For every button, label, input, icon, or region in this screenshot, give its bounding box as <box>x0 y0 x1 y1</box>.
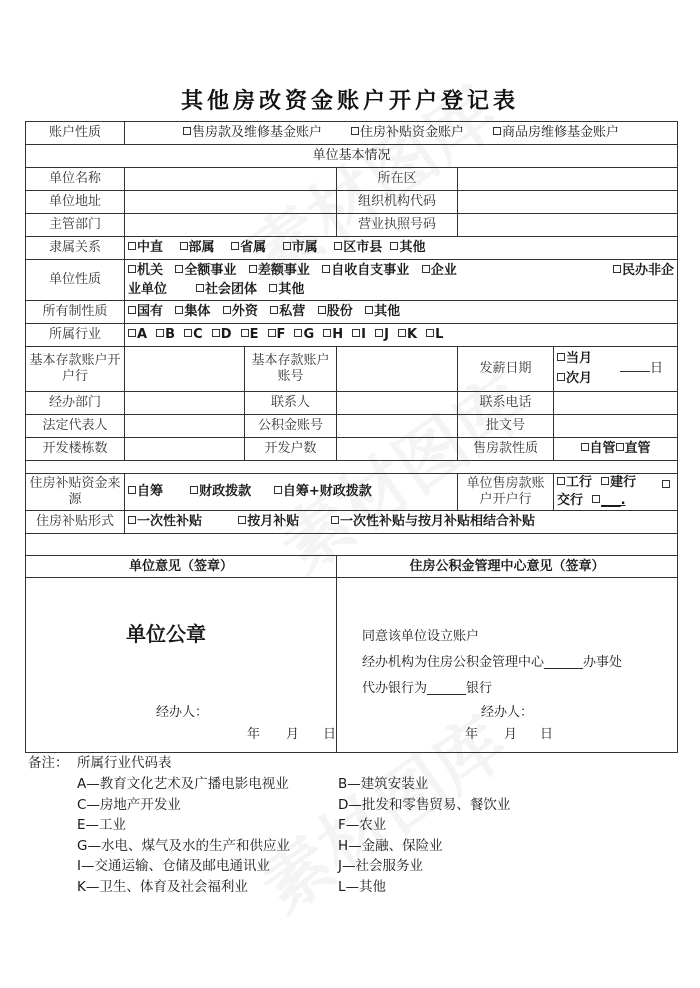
checkbox-option[interactable]: D <box>212 327 232 342</box>
checkbox-icon[interactable] <box>128 486 136 494</box>
blank-row <box>26 461 678 474</box>
checkbox-icon[interactable] <box>180 242 188 250</box>
affiliation-options <box>125 237 678 260</box>
contact-person-field[interactable] <box>337 392 458 415</box>
checkbox-icon[interactable] <box>422 265 430 273</box>
checkbox-option[interactable]: H <box>323 327 343 342</box>
checkbox-icon[interactable] <box>128 329 136 337</box>
subsidy-form-label: 住房补贴形式 <box>26 511 125 534</box>
subsidy-form-options <box>125 511 678 534</box>
checkbox-option[interactable]: K <box>398 327 417 342</box>
checkbox-option[interactable]: 部属 <box>180 240 215 255</box>
checkbox-icon[interactable] <box>365 306 373 314</box>
checkbox-option[interactable]: 私营 <box>270 304 305 319</box>
checkbox-option[interactable]: 外资 <box>223 304 258 319</box>
checkbox-icon[interactable] <box>231 242 239 250</box>
handling-dept-field[interactable] <box>125 392 245 415</box>
checkbox-option[interactable]: 其他 <box>365 304 400 319</box>
checkbox-icon[interactable] <box>175 306 183 314</box>
center-date-day: 日 <box>540 727 554 742</box>
unit-name-field[interactable] <box>125 168 337 191</box>
center-office-text: 经办机构为住房公积金管理中心______办事处 <box>362 655 623 670</box>
legal-rep-field[interactable] <box>125 415 245 438</box>
unit-seal-label: 单位公章 <box>126 622 206 646</box>
checkbox-option[interactable]: F <box>268 327 286 342</box>
checkbox-option[interactable]: 住房补贴资金账户 <box>351 125 464 140</box>
checkbox-icon[interactable] <box>557 477 565 485</box>
checkbox-icon[interactable] <box>128 265 136 273</box>
opinion-header-row <box>26 556 678 578</box>
checkbox-icon[interactable] <box>662 480 670 488</box>
checkbox-option[interactable]: 民办非企 <box>613 261 674 280</box>
checkbox-icon[interactable] <box>390 242 398 250</box>
checkbox-option[interactable]: 国有 <box>128 304 163 319</box>
checkbox-option[interactable]: 按月补贴 <box>238 514 299 529</box>
checkbox-icon[interactable] <box>274 486 282 494</box>
bank-other-option[interactable]: ___. <box>592 493 625 508</box>
registration-form-table <box>25 121 678 753</box>
industry-options <box>125 324 678 347</box>
code-row: E—工业 F—农业 <box>77 817 387 834</box>
checkbox-option[interactable]: 社会团体 <box>196 282 257 297</box>
checkbox-option[interactable]: 其他 <box>390 240 425 255</box>
org-code-label: 组织机构代码 <box>337 191 458 214</box>
checkbox-icon[interactable] <box>557 373 565 381</box>
unit-date-month: 月 <box>286 727 300 742</box>
household-count-label: 开发户数 <box>245 438 337 461</box>
checkbox-option[interactable]: 商品房维修基金账户 <box>493 125 619 140</box>
unit-signature-area[interactable] <box>26 578 337 753</box>
checkbox-option[interactable]: L <box>426 327 443 342</box>
checkbox-icon[interactable] <box>616 443 624 451</box>
supervisor-row <box>26 214 678 237</box>
district-label: 所在区 <box>337 168 458 191</box>
basic-account-field[interactable] <box>337 347 458 392</box>
checkbox-option[interactable]: E <box>241 327 259 342</box>
checkbox-icon[interactable] <box>268 329 276 337</box>
notes-subtitle: 所属行业代码表 <box>77 755 172 771</box>
building-count-field[interactable] <box>125 438 245 461</box>
ownership-label: 所有制性质 <box>26 301 125 324</box>
handling-dept-label: 经办部门 <box>26 392 125 415</box>
subsidy-form-row <box>26 511 678 534</box>
subsidy-source-row <box>26 474 678 511</box>
checkbox-option[interactable]: 工行 <box>557 475 592 490</box>
payday-day-field[interactable]: 日 <box>620 359 663 379</box>
unit-date-day: 日 <box>323 727 337 742</box>
checkbox-option[interactable]: A <box>128 327 147 342</box>
checkbox-option[interactable]: 次月 <box>557 369 674 389</box>
checkbox-option[interactable]: C <box>184 327 203 342</box>
unit-address-field[interactable] <box>125 191 337 214</box>
phone-label: 联系电话 <box>458 392 554 415</box>
notes-label: 备注： <box>28 755 69 771</box>
contact-row <box>26 392 678 415</box>
unit-name-label: 单位名称 <box>26 168 125 191</box>
center-signature-area[interactable] <box>337 578 678 753</box>
checkbox-icon[interactable] <box>269 284 277 292</box>
checkbox-icon[interactable] <box>175 265 183 273</box>
affiliation-label: 隶属关系 <box>26 237 125 260</box>
checkbox-option[interactable]: 企业 <box>422 263 457 278</box>
legal-row <box>26 415 678 438</box>
section-header-basic-info: 单位基本情况 <box>26 145 678 168</box>
checkbox-option[interactable]: J <box>375 327 389 342</box>
basic-account-label: 基本存款账户账号 <box>245 347 337 392</box>
checkbox-icon[interactable] <box>283 242 291 250</box>
payday-label: 发薪日期 <box>458 347 554 392</box>
checkbox-icon[interactable] <box>581 443 589 451</box>
approval-number-label: 批文号 <box>458 415 554 438</box>
code-row: A—教育文化艺术及广播电影电视业 B—建筑安装业 <box>77 776 429 792</box>
checkbox-option[interactable]: 一次性补贴与按月补贴相结合补贴 <box>331 514 535 529</box>
page-title: 其他房改资金账户开户登记表 <box>180 89 519 114</box>
checkbox-icon[interactable] <box>196 284 204 292</box>
unit-nature-label: 单位性质 <box>26 260 125 301</box>
checkbox-icon[interactable] <box>352 329 360 337</box>
checkbox-icon[interactable] <box>557 353 565 361</box>
industry-row <box>26 324 678 347</box>
unit-name-row <box>26 168 678 191</box>
checkbox-icon[interactable] <box>398 329 406 337</box>
code-row: K—卫生、体育及社会福利业 L—其他 <box>77 878 387 895</box>
checkbox-icon[interactable] <box>334 242 342 250</box>
checkbox-option[interactable]: 一次性补贴 <box>128 514 202 529</box>
sale-account-bank-label: 单位售房款账户开户行 <box>458 474 554 511</box>
basic-bank-field[interactable] <box>125 347 245 392</box>
checkbox-option[interactable]: 自筹+财政拨款 <box>274 484 372 499</box>
unit-nature-options: 机关 全额事业 差额事业 自收自支事业 企业 民办非企 业单位 社会团体 其他 <box>125 260 678 301</box>
fund-account-label: 公积金账号 <box>245 415 337 438</box>
affiliation-row <box>26 237 678 260</box>
center-handler-label: 经办人： <box>481 705 534 720</box>
unit-handler-label: 经办人： <box>156 705 209 720</box>
industry-label: 所属行业 <box>26 324 125 347</box>
district-field[interactable] <box>458 168 678 191</box>
subsidy-source-options <box>125 474 458 511</box>
checkbox-option[interactable]: 建行 <box>601 475 636 490</box>
checkbox-icon[interactable] <box>601 477 609 485</box>
legal-rep-label: 法定代表人 <box>26 415 125 438</box>
account-nature-label: 账户性质 <box>26 122 125 145</box>
industry-code-list <box>77 774 510 898</box>
checkbox-icon[interactable] <box>270 306 278 314</box>
checkbox-option[interactable]: 自筹 <box>128 484 163 499</box>
checkbox-icon[interactable] <box>613 265 621 273</box>
checkbox-icon[interactable] <box>426 329 434 337</box>
checkbox-option[interactable]: 中直 <box>128 240 163 255</box>
checkbox-icon[interactable] <box>223 306 231 314</box>
checkbox-option[interactable]: 机关 <box>128 263 163 278</box>
center-approval-text: 同意该单位设立账户 <box>362 629 480 644</box>
checkbox-icon[interactable] <box>238 516 246 524</box>
checkbox-option[interactable]: B <box>156 327 175 342</box>
sale-nature-options <box>554 438 678 461</box>
checkbox-option[interactable]: 当月 <box>557 349 674 369</box>
checkbox-option[interactable]: 售房款及维修基金账户 <box>183 125 322 140</box>
subsidy-source-label: 住房补贴资金来源 <box>26 474 125 511</box>
code-row: I—交通运输、仓储及邮电通讯业 J—社会服务业 <box>77 858 423 875</box>
development-row <box>26 438 678 461</box>
checkbox-option[interactable]: 差额事业 <box>249 263 310 278</box>
checkbox-option[interactable]: 财政拨款 <box>190 484 251 499</box>
checkbox-icon[interactable] <box>493 127 501 135</box>
center-opinion-header: 住房公积金管理中心意见（签章） <box>337 556 678 578</box>
unit-address-label: 单位地址 <box>26 191 125 214</box>
checkbox-option[interactable]: 自管 <box>581 441 616 456</box>
checkbox-icon[interactable] <box>128 242 136 250</box>
sale-account-bank-options: 工行 建行 交行 ___. <box>554 474 678 511</box>
checkbox-option[interactable]: 全额事业 <box>175 263 236 278</box>
supervisor-label: 主管部门 <box>26 214 125 237</box>
account-nature-options <box>125 122 678 145</box>
blank-row <box>26 534 678 556</box>
household-count-field[interactable] <box>337 438 458 461</box>
account-nature-row <box>26 122 678 145</box>
payday-options <box>554 347 678 392</box>
building-count-label: 开发楼栋数 <box>26 438 125 461</box>
bank-account-row <box>26 347 678 392</box>
ownership-row <box>26 301 678 324</box>
checkbox-option[interactable]: 直管 <box>616 441 651 456</box>
contact-person-label: 联系人 <box>245 392 337 415</box>
checkbox-option[interactable]: 其他 <box>269 282 304 297</box>
checkbox-icon[interactable] <box>249 265 257 273</box>
checkbox-icon[interactable] <box>212 329 220 337</box>
checkbox-option[interactable]: G <box>294 327 314 342</box>
checkbox-option[interactable]: I <box>352 327 366 342</box>
sale-nature-label: 售房款性质 <box>458 438 554 461</box>
org-code-field[interactable] <box>458 191 678 214</box>
unit-date-year: 年 <box>247 727 261 742</box>
checkbox-icon[interactable] <box>184 329 192 337</box>
checkbox-icon[interactable] <box>331 516 339 524</box>
checkbox-option[interactable]: 集体 <box>175 304 210 319</box>
checkbox-icon[interactable] <box>190 486 198 494</box>
checkbox-icon[interactable] <box>322 265 330 273</box>
checkbox-option[interactable]: 区市县 <box>334 240 382 255</box>
unit-address-row <box>26 191 678 214</box>
checkbox-icon[interactable] <box>156 329 164 337</box>
code-row: G—水电、煤气及水的生产和供应业 H—金融、保险业 <box>77 837 443 854</box>
checkbox-icon[interactable] <box>375 329 383 337</box>
checkbox-icon[interactable] <box>128 516 136 524</box>
approval-number-field[interactable] <box>554 415 678 438</box>
supervisor-field[interactable] <box>125 214 337 237</box>
ownership-options <box>125 301 678 324</box>
checkbox-icon[interactable] <box>294 329 302 337</box>
checkbox-option[interactable]: 股份 <box>318 304 353 319</box>
fund-account-field[interactable] <box>337 415 458 438</box>
checkbox-option[interactable]: 省属 <box>231 240 266 255</box>
center-date-month: 月 <box>504 727 518 742</box>
signature-row <box>26 578 678 753</box>
phone-field[interactable] <box>554 392 678 415</box>
checkbox-icon[interactable] <box>318 306 326 314</box>
checkbox-icon[interactable] <box>183 127 191 135</box>
checkbox-icon[interactable] <box>241 329 249 337</box>
center-date-year: 年 <box>465 727 479 742</box>
basic-bank-label: 基本存款账户开户行 <box>26 347 125 392</box>
checkbox-option[interactable]: 自收自支事业 <box>322 263 409 278</box>
license-number-label: 营业执照号码 <box>337 214 458 237</box>
checkbox-icon[interactable] <box>592 495 600 503</box>
code-row: C—房地产开发业 D—批发和零售贸易、餐饮业 <box>77 796 511 813</box>
center-bank-text: 代办银行为______银行 <box>362 681 493 696</box>
checkbox-icon[interactable] <box>128 306 136 314</box>
checkbox-option[interactable]: 市属 <box>283 240 318 255</box>
checkbox-icon[interactable] <box>323 329 331 337</box>
unit-nature-row <box>26 260 678 301</box>
checkbox-icon[interactable] <box>351 127 359 135</box>
unit-opinion-header: 单位意见（签章） <box>26 556 337 578</box>
license-number-field[interactable] <box>458 214 678 237</box>
